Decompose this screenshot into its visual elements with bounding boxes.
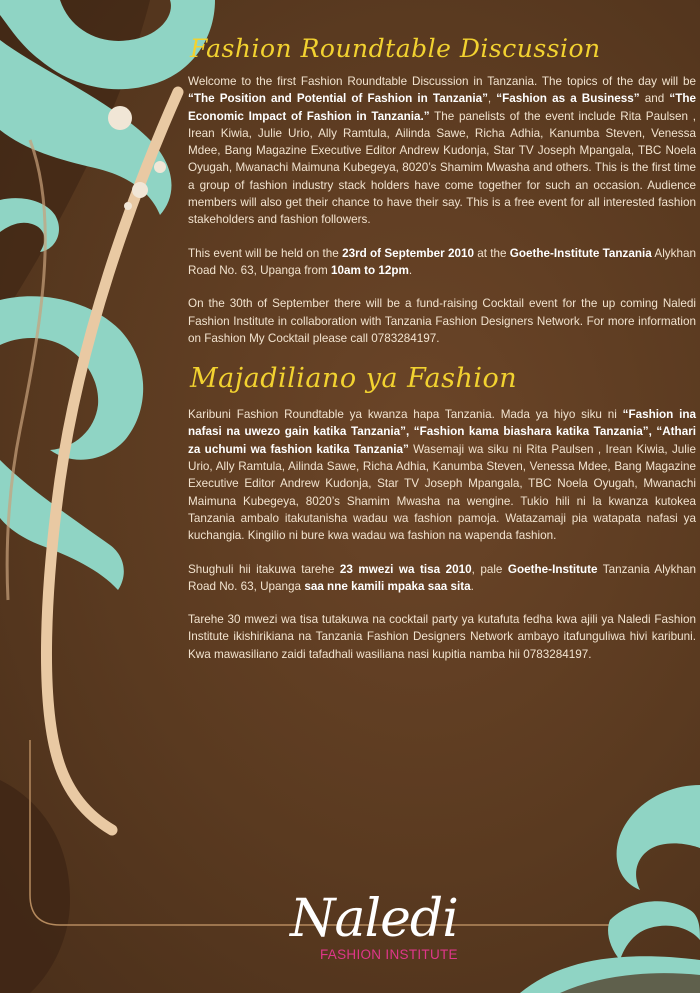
cream-dot-2	[154, 161, 166, 173]
cocktail-paragraph-english: On the 30th of September there will be a fund-raising Cocktail event for the up coming Naledi Fashion Institute in collaboration with Tanzania Fashion Designers Network. For more information on Fashion My Cocktail please call 0783284197.	[188, 297, 696, 345]
logo-subtitle: FASHION INSTITUTE	[320, 947, 458, 962]
logo-wordmark: Naledi	[290, 889, 458, 949]
cream-dot-3	[132, 182, 148, 198]
cream-dot-1	[108, 106, 132, 130]
naledi-logo	[290, 889, 470, 973]
dark-shape-bottom-left	[0, 780, 70, 993]
event-details-english: This event will be held on the 23rd of September 2010 at the Goethe-Institute Tanzania Alykhan Road No. 63, Upanga from 10am to 12pm.	[188, 246, 696, 277]
event-details-swahili: Shughuli hii itakuwa tarehe 23 mwezi wa tisa 2010, pale Goethe-Institute Tanzania Alykhan Road No. 63, Upanga saa nne kamili mpaka saa sita.	[188, 562, 696, 593]
intro-paragraph-swahili: Karibuni Fashion Roundtable ya kwanza hapa Tanzania. Mada ya hiyo siku ni “Fashion ina nafasi na uwezo gain katika Tanzania”, “Fashion kama biashara katika Tanzania”, “Athari za uchumi wa fashion katika Tanzania” Wasemaji wa siku ni Rita Paulsen , Irean Kiwia, Julie Urio, Ally Ramtula, Ailinda Sawe, Richa Adhia, Kanumba Steven, Venessa Mdee, Bang Magazine Executive Editor Andrew Kudonja, Star TV Joseph Mpangala, TBC Noela Oyugah, Mwanachi Maimuna Kubegeya, 8020’s Shamim Mwasha na wengine. Tukio hili ni la kwanza kutokea Tanzania ambalo itakutanisha wadau wa fashion pamoja. Watazamaji pia watapata nafasi ya kuchangia. Kingilio ni bure kwa wadau wa fashion na wapenda fashion.	[188, 408, 696, 543]
cocktail-paragraph-swahili: Tarehe 30 mwezi wa tisa tutakuwa na cocktail party ya kutafuta fedha kwa ajili ya Naledi Fashion Institute ikishirikiana na Tanzania Fashion Designers Network ambayo itafunguliwa hivi karibuni. Kwa mawasiliano zaidi tafadhali wasiliana nasi kupitia namba hii 0783284197.	[188, 613, 696, 661]
cream-dot-4	[124, 202, 132, 210]
flyer-text-column	[188, 30, 696, 679]
teal-curl-bottom-right	[608, 901, 700, 960]
title-english: Fashion Roundtable Discussion	[190, 34, 601, 63]
title-swahili: Majadiliano ya Fashion	[190, 363, 518, 395]
intro-paragraph-english: Welcome to the first Fashion Roundtable Discussion in Tanzania. The topics of the day will be “The Position and Potential of Fashion in Tanzania”, “Fashion as a Business” and “The Economic Impact of Fashion in Tanzania.” The panelists of the event include Rita Paulsen , Irean Kiwia, Julie Urio, Ally Ramtula, Ailinda Sawe, Richa Adhia, Kanumba Steven, Venessa Mdee, Bang Magazine Executive Editor Andrew Kudonja, Star TV Joseph Mpangala, TBC Noela Oyugah, Mwanachi Maimuna Kubegeya, 8020’s Shamim Mwasha and others. This is the first time a group of fashion industry stack holders have come together for such an occasion. Audience members will also get their chance to have their say. This is a free event for all interested fashion stakeholders and fashion followers.	[188, 75, 696, 227]
teal-swirl-bottom-right	[617, 785, 700, 890]
